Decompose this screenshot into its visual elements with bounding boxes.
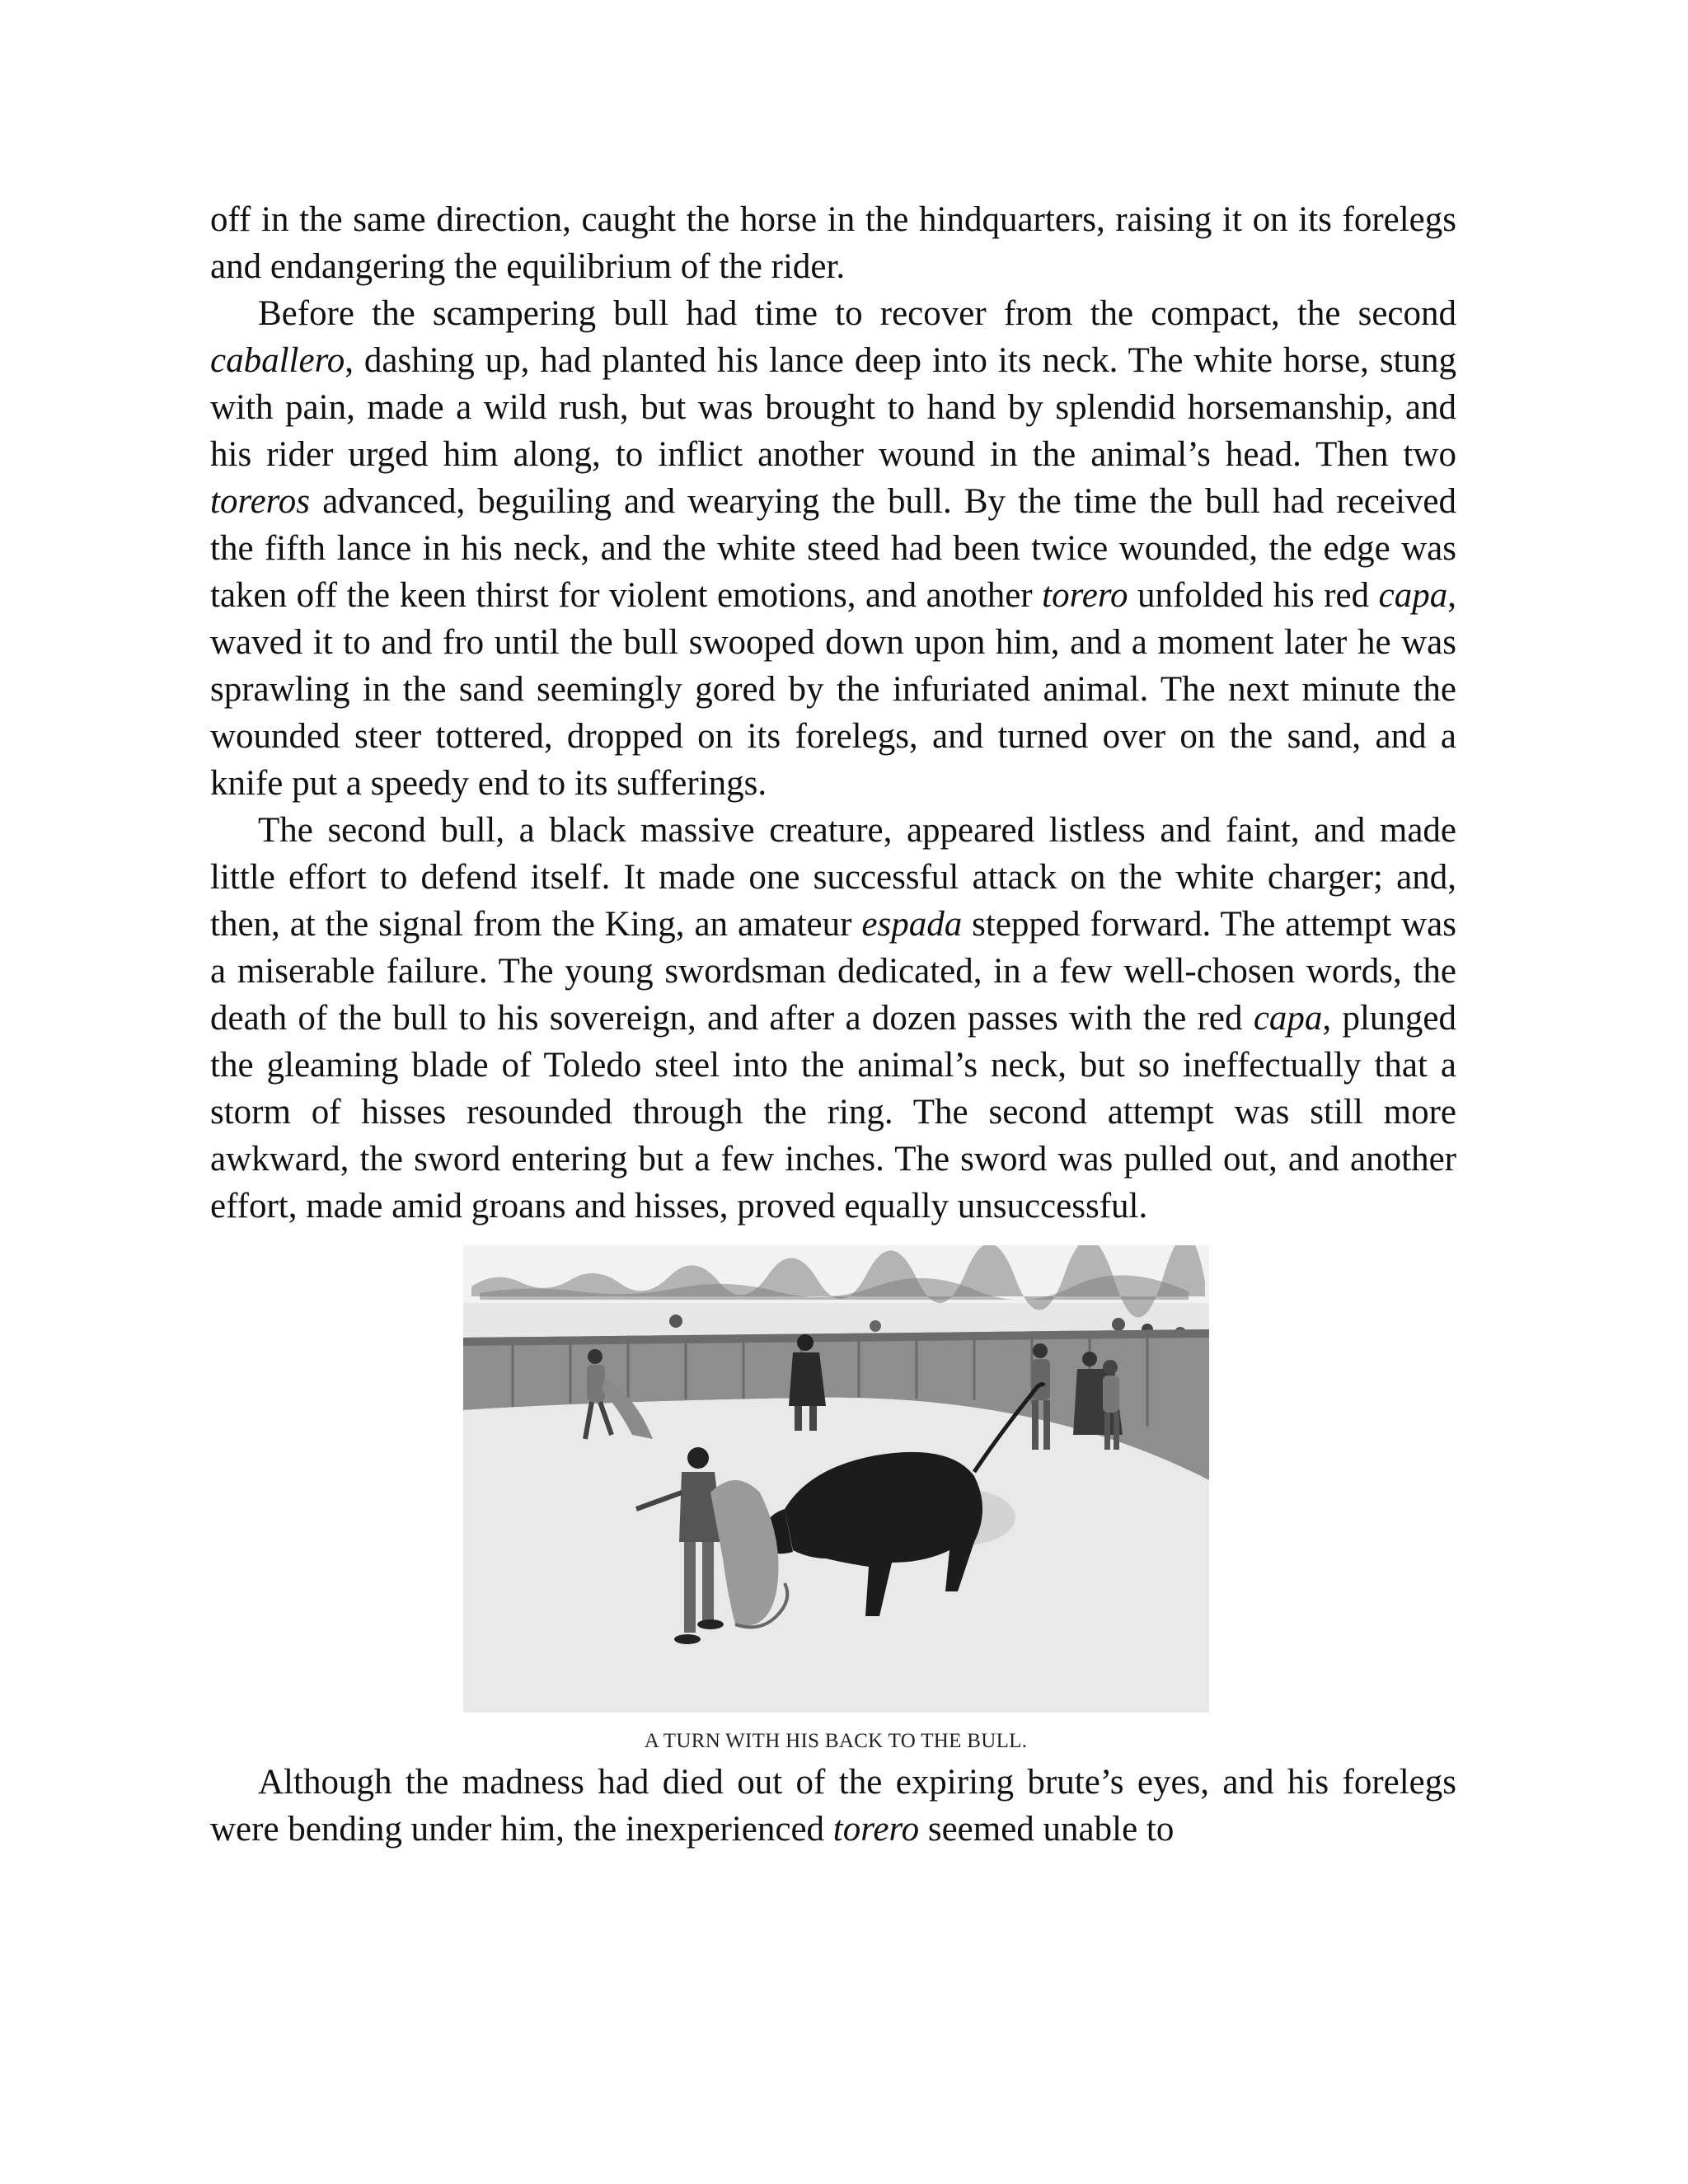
text-run: The second bull, a black massive creature, appeared listless and faint, and made little effort to defend itself. It made one successful attack on the white charger; and, then, at the signal from the King, an amateur [210,811,1456,944]
text-run: Although the madness had died out of the expiring brute’s eyes, and his forelegs were bending under him, the inexperienced [210,1763,1456,1849]
text-block-bottom [210,1759,1456,1853]
text-run: seemed unable to [919,1810,1175,1849]
italic-term: caballero [210,341,345,380]
paragraph [210,290,1456,807]
italic-term: torero [832,1810,920,1849]
text-run: Before the scampering bull had time to recover from the compact, the second [258,294,1456,333]
italic-term: capa [1253,999,1323,1038]
text-block-top [210,196,1456,1230]
text-run: advanced, beguiling and wearying the bull. By the time the bull had received the fifth lance in his neck, and the white steed had been twice wounded, the edge was taken off the keen thirst for violent emotions, and another [210,482,1456,615]
text-run: , waved it to and fro until the bull swooped down upon him, and a moment later he was sprawling in the sand seemingly gored by the infuriated animal. The next minute the wounded steer tottered, dropped on its forelegs, and turned over on the sand, and a knife put a speedy end to its sufferings. [210,576,1457,803]
book-page [210,196,1456,1853]
text-run: stepped forward. The attempt was a miserable failure. The young swordsman dedicated, in a few well-chosen words, the death of the bull to his sovereign, and after a dozen passes with the red [210,905,1456,1038]
paragraph [210,1759,1456,1853]
text-run: , plunged the gleaming blade of Toledo steel into the animal’s neck, but so ineffectually that a storm of hisses resounded through the ring. The second attempt was still more awkward, the sword entering but a few inches. The sword was pulled out, and another effort, made amid groans and hisses, proved equally unsuccessful. [210,999,1456,1226]
paragraph [210,196,1456,290]
italic-term: torero [1042,576,1128,615]
text-run: , dashing up, had planted his lance deep into its neck. The white horse, stung with pain, made a wild rush, but was brought to hand by splendid horsemanship, and his rider urged him along, to inflict another wound in the animal’s head. Then two [210,341,1456,474]
italic-term: capa [1378,576,1448,615]
italic-term: espada [861,905,963,944]
paragraph [210,807,1456,1230]
italic-term: toreros [210,482,311,521]
text-run: off in the same direction, caught the horse in the hindquarters, raising it on its forelegs and endangering the equilibrium of the rider. [210,200,1456,286]
figure-caption: A TURN WITH HIS BACK TO THE BULL. [644,1730,1028,1752]
text-run: unfolded his red [1128,576,1379,615]
bullfight-illustration [463,1245,1209,1713]
illustration-figure [463,1245,1209,1754]
